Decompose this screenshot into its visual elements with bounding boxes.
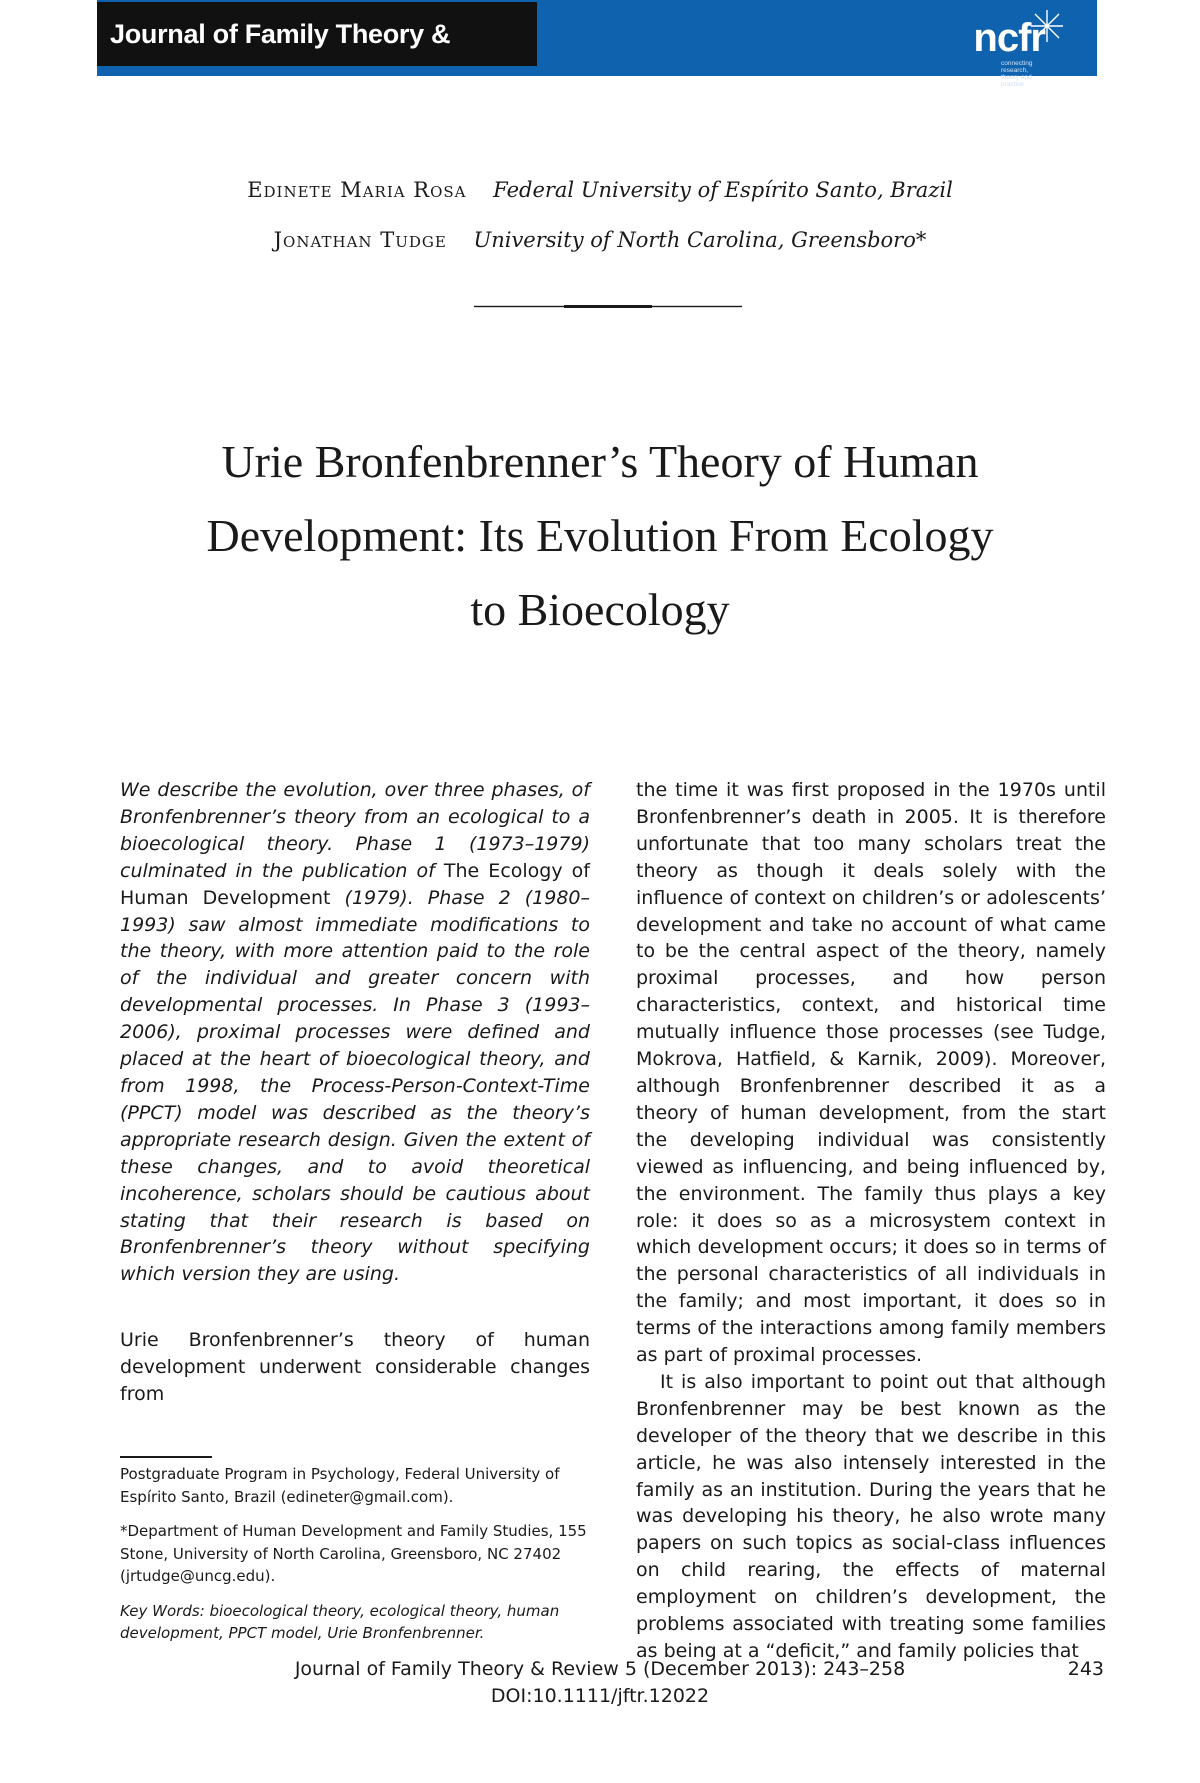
abstract-part: (1979). Phase 2 (1980–1993) saw almost immediate modifications to the theory, with more attention paid to the role of the individual and greater concern with developmental processes. In Phase 3 (1993–2006), proximal processes were defined and placed at the heart of bioecological theory, and from 1998, the Process-Person-Context-Time (PPCT) model was described as the theory’s appropriate research design. Given the extent of these changes, and to avoid theoretical incoherence, scholars should be cautious about stating that their research is based on Bronfenbrenner’s theory without specifying which version they are using. bbox=[120, 886, 590, 1286]
journal-name: Journal of Family Theory & Review bbox=[97, 2, 537, 66]
keywords: Key Words: bioecological theory, ecological theory, human development, PPCT model, Urie Bronfenbrenner. bbox=[120, 1601, 560, 1642]
ncfr-logo-text: ncfr bbox=[973, 16, 1045, 60]
article-title bbox=[160, 425, 1040, 647]
title-divider bbox=[474, 305, 742, 308]
author-list bbox=[0, 176, 1200, 276]
left-column bbox=[120, 777, 590, 1408]
body-paragraph: Urie Bronfenbrenner’s theory of human development underwent considerable changes from bbox=[120, 1329, 590, 1406]
title-line: Development: Its Evolution From Ecology bbox=[206, 510, 994, 561]
page-number: 243 bbox=[1067, 1658, 1104, 1680]
body-paragraph: the time it was first proposed in the 1970s until Bronfenbrenner’s death in 2005. It is therefore unfortunate that too many scholars treat the theory as though it deals solely with the influence of context on children’s or adolescents’ development and take no account of what came to be the central aspect of the theory, namely proximal processes, and how person characteristics, context, and historical time mutually influence those processes (see Tudge, Mokrova, Hatfield, & Karnik, 2009). Moreover, although Bronfenbrenner described it as a theory of human development, from the start the developing individual was consistently viewed as influencing, and being influenced by, the environment. The family thus plays a key role: it does so as a microsystem context in which development occurs; it does so in terms of the personal characteristics of all individuals in the family; and most important, it does so in terms of the interactions among family members as part of proximal processes. bbox=[636, 779, 1106, 1367]
ncfr-logo-tagline: connecting research, theory and practice bbox=[1001, 60, 1033, 88]
journal-header-bar bbox=[97, 0, 1097, 113]
author-affiliation: University of North Carolina, Greensboro* bbox=[473, 228, 927, 252]
ncfr-logo bbox=[917, 6, 1067, 88]
title-line: to Bioecology bbox=[470, 584, 730, 635]
right-column bbox=[636, 777, 1106, 1665]
author-affiliation: Federal University of Espírito Santo, Brazil bbox=[493, 178, 953, 202]
author-entry bbox=[0, 176, 1200, 204]
doi: DOI:10.1111/jftr.12022 bbox=[490, 1685, 710, 1707]
abstract-part: We describe the evolution, over three phases, of Bronfenbrenner’s theory from an ecological to a bioecological theory. Phase 1 (1973–1979) culminated in the publication of bbox=[120, 779, 590, 882]
abstract bbox=[120, 777, 590, 1288]
footnote: *Department of Human Development and Family Studies, 155 Stone, University of North Carolina, Greensboro, NC 27402 (jrtudge@uncg.edu). bbox=[120, 1522, 587, 1585]
page-footer bbox=[0, 1656, 1200, 1710]
body-paragraph: It is also important to point out that although Bronfenbrenner may be best known as the developer of the theory that we describe in this article, he was also intensely interested in the family as an institution. During the years that he was developing his theory, he also wrote many papers on such topics as social-class influences on child rearing, the effects of maternal employment on children’s development, the problems associated with treating some families as being at a “deficit,” and family policies that bbox=[636, 1370, 1106, 1662]
author-name: Edinete Maria Rosa bbox=[247, 178, 467, 202]
book-title: The Ecology of Human Development bbox=[120, 859, 590, 909]
citation: Journal of Family Theory & Review 5 (December 2013): 243–258 bbox=[294, 1658, 906, 1680]
author-entry bbox=[0, 226, 1200, 254]
footnote: Postgraduate Program in Psychology, Federal University of Espírito Santo, Brazil (edineter@gmail.com). bbox=[120, 1465, 560, 1506]
title-line: Urie Bronfenbrenner’s Theory of Human bbox=[221, 436, 979, 487]
author-name: Jonathan Tudge bbox=[273, 228, 447, 252]
footnote-rule bbox=[120, 1456, 212, 1458]
footnotes bbox=[120, 1463, 592, 1657]
